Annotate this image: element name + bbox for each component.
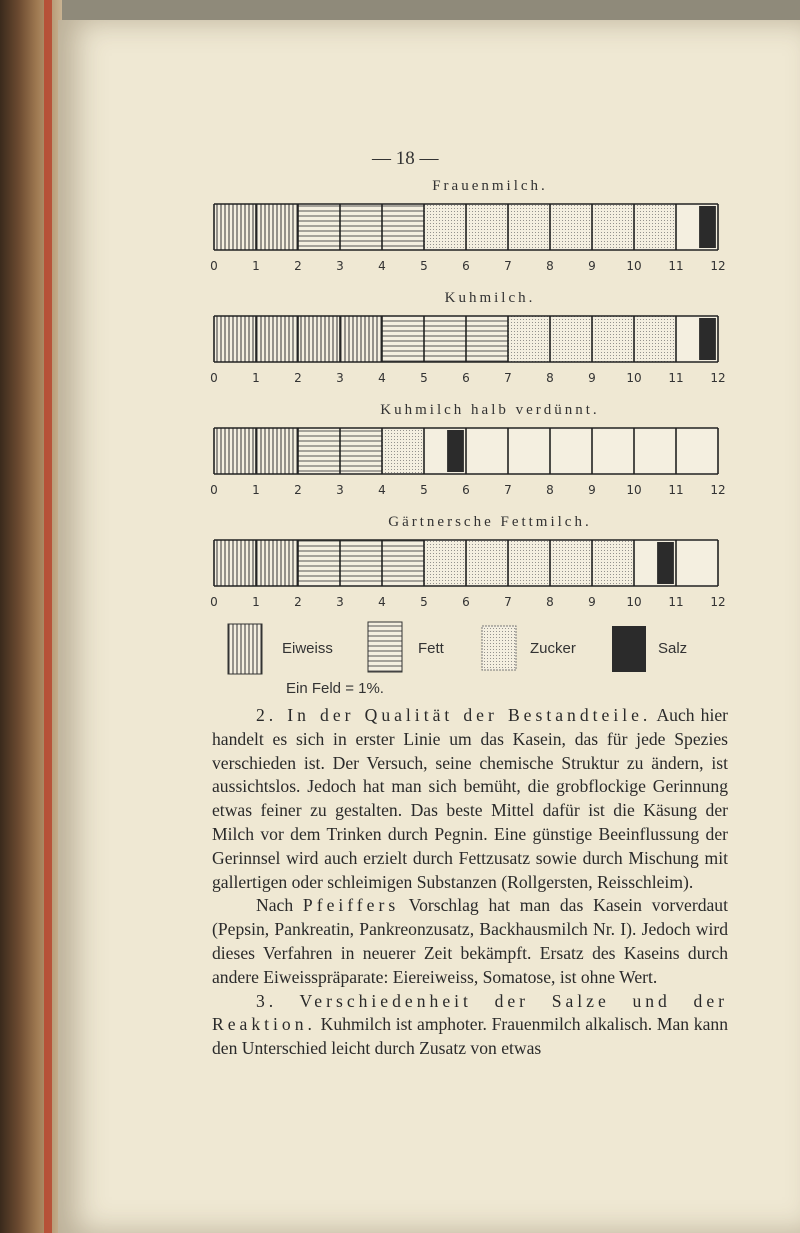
axis-tick-label: 4	[378, 595, 386, 609]
axis-tick-label: 10	[626, 259, 642, 273]
bar-cell-zucker	[634, 204, 676, 250]
paragraph-salze	[212, 990, 728, 1061]
chart-title-kuhmilch: Kuhmilch.	[444, 290, 536, 306]
bar-cell-zucker	[508, 204, 550, 250]
bar-cell-salz	[447, 430, 464, 472]
bar-cell-eiweiss	[214, 540, 256, 586]
axis-tick-label: 5	[420, 259, 428, 273]
bar-cell-empty	[676, 540, 718, 586]
axis-tick-label: 0	[210, 259, 218, 273]
paragraph-pfeiffer	[212, 894, 728, 989]
axis-tick-label: 8	[546, 371, 554, 385]
axis-tick-label: 10	[626, 371, 642, 385]
bar-cell-zucker	[508, 316, 550, 362]
bar-cell-fett	[340, 204, 382, 250]
axis-tick-label: 0	[210, 483, 218, 497]
axis-tick-label: 11	[668, 483, 684, 497]
bar-cell-fett	[466, 316, 508, 362]
axis-tick-label: 11	[668, 595, 684, 609]
axis-tick-label: 2	[294, 595, 302, 609]
legend-label-eiweiss: Eiweiss	[282, 640, 333, 657]
axis-tick-label: 6	[462, 483, 470, 497]
legend-swatch-salz	[612, 626, 646, 672]
bar-cell-zucker	[466, 204, 508, 250]
bar-cell-fett	[382, 540, 424, 586]
bar-cell-salz	[699, 318, 716, 360]
axis-tick-label: 8	[546, 259, 554, 273]
axis-tick-label: 12	[710, 595, 726, 609]
bar-cell-zucker	[424, 204, 466, 250]
axis-tick-label: 7	[504, 483, 512, 497]
axis-tick-label: 1	[252, 371, 260, 385]
axis-tick-label: 9	[588, 259, 596, 273]
axis-tick-label: 3	[336, 483, 344, 497]
axis-tick-label: 12	[710, 371, 726, 385]
page-number: — 18 —	[372, 148, 439, 169]
axis-tick-label: 4	[378, 371, 386, 385]
paragraph-salze-text: Kuhmilch ist amphoter. Frauenmilch alkalisch. Man kann den Unterschied leicht durch Zusatz von etwas	[212, 1014, 728, 1059]
bar-cell-fett	[424, 316, 466, 362]
author-name-pfeiffer: Pfeiffers	[302, 895, 400, 916]
legend-swatch-zucker	[482, 626, 516, 670]
axis-tick-label: 6	[462, 371, 470, 385]
bar-cell-eiweiss	[256, 540, 298, 586]
bar-cell-zucker	[466, 540, 508, 586]
legend-label-fett: Fett	[418, 640, 444, 657]
axis-tick-label: 2	[294, 259, 302, 273]
axis-tick-label: 4	[378, 259, 386, 273]
axis-tick-label: 2	[294, 483, 302, 497]
bar-cell-zucker	[508, 540, 550, 586]
bar-cell-eiweiss	[298, 316, 340, 362]
axis-tick-label: 10	[626, 595, 642, 609]
bar-cell-salz	[657, 542, 674, 584]
axis-tick-label: 5	[420, 371, 428, 385]
legend-swatch-fett	[368, 622, 402, 672]
axis-tick-label: 0	[210, 371, 218, 385]
axis-tick-label: 12	[710, 259, 726, 273]
bar-cell-eiweiss	[214, 204, 256, 250]
axis-tick-label: 9	[588, 371, 596, 385]
axis-tick-label: 1	[252, 595, 260, 609]
bar-cell-fett	[340, 540, 382, 586]
axis-tick-label: 3	[336, 371, 344, 385]
paragraph-pfeiffer-text: Vorschlag hat man das Kasein vorverdaut (Pepsin, Pankreatin, Pankreonzusatz, Backhausmilch Nr. I). Jedoch wird dieses Verfahren in neuerer Zeit bekämpft. Ersatz des Kaseins durch andere Eiweisspräparate: Eiereiweiss, Somatose, ist ohne Wert.	[212, 895, 728, 987]
bar-cell-empty	[508, 428, 550, 474]
bar-cell-eiweiss	[256, 316, 298, 362]
bar-cell-eiweiss	[214, 316, 256, 362]
bar-cell-empty	[550, 428, 592, 474]
bar-cell-eiweiss	[256, 204, 298, 250]
bar-cell-zucker	[592, 540, 634, 586]
section-heading-qualitaet: 2. In der Qualität der Bestandteile.	[256, 705, 652, 725]
axis-tick-label: 7	[504, 259, 512, 273]
legend-label-salz: Salz	[658, 640, 688, 657]
axis-tick-label: 3	[336, 595, 344, 609]
axis-tick-label: 2	[294, 371, 302, 385]
bar-cell-empty	[592, 428, 634, 474]
body-text	[212, 704, 728, 1061]
axis-tick-label: 12	[710, 483, 726, 497]
bar-cell-fett	[298, 428, 340, 474]
axis-tick-label: 8	[546, 483, 554, 497]
scale-note: Ein Feld = 1%.	[286, 680, 384, 697]
chart-title-kuhmilch-halb: Kuhmilch halb verdünnt.	[380, 402, 600, 418]
chart-title-gaertnersche: Gärtnersche Fettmilch.	[388, 514, 592, 530]
axis-tick-label: 5	[420, 595, 428, 609]
axis-tick-label: 11	[668, 371, 684, 385]
legend-label-zucker: Zucker	[530, 640, 576, 657]
bar-cell-fett	[382, 204, 424, 250]
axis-tick-label: 6	[462, 259, 470, 273]
bar-cell-fett	[382, 316, 424, 362]
bar-cell-salz	[699, 206, 716, 248]
axis-tick-label: 5	[420, 483, 428, 497]
bar-cell-zucker	[382, 428, 424, 474]
bar-cell-fett	[298, 540, 340, 586]
bar-cell-zucker	[550, 540, 592, 586]
axis-tick-label: 10	[626, 483, 642, 497]
axis-tick-label: 1	[252, 259, 260, 273]
bar-cell-zucker	[550, 316, 592, 362]
bar-cell-eiweiss	[340, 316, 382, 362]
legend-swatch-eiweiss	[228, 624, 262, 674]
axis-tick-label: 7	[504, 595, 512, 609]
bar-cell-zucker	[592, 204, 634, 250]
bar-cell-fett	[340, 428, 382, 474]
bar-cell-empty	[634, 428, 676, 474]
paragraph-qualitaet	[212, 704, 728, 894]
axis-tick-label: 11	[668, 259, 684, 273]
axis-tick-label: 9	[588, 483, 596, 497]
bar-cell-zucker	[550, 204, 592, 250]
axis-tick-label: 6	[462, 595, 470, 609]
axis-tick-label: 9	[588, 595, 596, 609]
paragraph-pfeiffer-lead: Nach	[256, 895, 303, 916]
axis-tick-label: 0	[210, 595, 218, 609]
bar-cell-zucker	[424, 540, 466, 586]
bar-cell-eiweiss	[214, 428, 256, 474]
bar-cell-empty	[466, 428, 508, 474]
axis-tick-label: 4	[378, 483, 386, 497]
axis-tick-label: 3	[336, 259, 344, 273]
bar-cell-zucker	[592, 316, 634, 362]
section-heading-salze: 3. Verschiedenheit der Salze und der Reaktion.	[212, 990, 728, 1035]
bar-cell-fett	[298, 204, 340, 250]
bar-cell-eiweiss	[256, 428, 298, 474]
axis-tick-label: 7	[504, 371, 512, 385]
axis-tick-label: 1	[252, 483, 260, 497]
bar-cell-empty	[676, 428, 718, 474]
bar-cell-zucker	[634, 316, 676, 362]
paragraph-qualitaet-text: Auch hier handelt es sich in erster Linie um das Kasein, das für jede Spezies verschieden ist. Der Versuch, seine chemische Struktur zu ändern, ist aussichtslos. Jedoch hat man sich bemüht, die grobflockige Gerinnung etwas feiner zu gestalten. Das beste Mittel dafür ist die Käsung der Milch vor dem Trinken durch Pegnin. Eine günstige Beeinflussung der Gerinnsel wird auch erzielt durch Fettzusatz sowie durch Mischung mit gallertigen oder schleimigen Substanzen (Rollgersten, Reisschleim).	[212, 705, 728, 892]
chart-title-frauenmilch: Frauenmilch.	[432, 178, 548, 194]
axis-tick-label: 8	[546, 595, 554, 609]
